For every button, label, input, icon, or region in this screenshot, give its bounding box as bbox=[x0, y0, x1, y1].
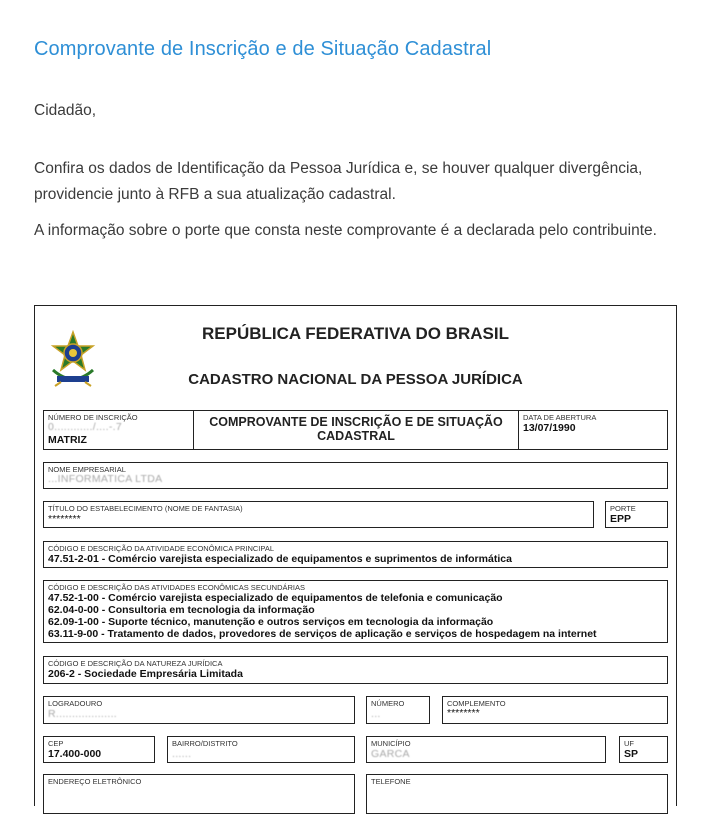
porte-label: PORTE bbox=[610, 504, 636, 513]
abertura-label: DATA DE ABERTURA bbox=[523, 413, 597, 422]
telefone-label: TELEFONE bbox=[371, 777, 411, 786]
uf-label: UF bbox=[624, 739, 634, 748]
municipio-box bbox=[366, 736, 606, 763]
logradouro-value: R................... bbox=[48, 708, 118, 720]
abertura-value: 13/07/1990 bbox=[523, 422, 576, 434]
atividade-principal-value: 47.51-2-01 - Comércio varejista especializado de equipamentos e suprimentos de informática bbox=[48, 553, 512, 565]
email-label: ENDEREÇO ELETRÔNICO bbox=[48, 777, 142, 786]
republic-header: REPÚBLICA FEDERATIVA DO BRASIL bbox=[202, 324, 509, 343]
comprovante-title-box bbox=[193, 410, 519, 450]
list-item: 63.11-9-00 - Tratamento de dados, provedores de serviços de aplicação e serviços de hospedagem na internet bbox=[48, 628, 597, 640]
cnpj-header: CADASTRO NACIONAL DA PESSOA JURÍDICA bbox=[188, 371, 523, 388]
porte-value: EPP bbox=[610, 513, 632, 525]
bairro-label: BAIRRO/DISTRITO bbox=[172, 739, 238, 748]
complemento-value: ******** bbox=[447, 707, 480, 719]
cep-box bbox=[43, 736, 155, 763]
fantasia-box bbox=[43, 501, 594, 528]
greeting-text: Cidadão, bbox=[34, 102, 97, 119]
logradouro-box bbox=[43, 696, 355, 724]
telefone-box bbox=[366, 774, 668, 814]
porte-box bbox=[605, 501, 668, 528]
email-box bbox=[43, 774, 355, 814]
abertura-box bbox=[518, 410, 668, 450]
cnpj-certificate bbox=[34, 305, 677, 806]
bairro-box bbox=[167, 736, 355, 763]
uf-value: SP bbox=[624, 748, 639, 760]
nome-label: NOME EMPRESARIAL bbox=[48, 465, 126, 474]
bairro-value: ...... bbox=[172, 748, 192, 760]
numero-label: NÚMERO bbox=[371, 699, 405, 708]
nome-value: ...INFORMATICA LTDA bbox=[48, 473, 163, 485]
fantasia-value: ******** bbox=[48, 513, 81, 525]
list-item: 62.09-1-00 - Suporte técnico, manutenção e outros serviços em tecnologia da informação bbox=[48, 616, 494, 628]
numero-box bbox=[366, 696, 430, 724]
atividades-secundarias-box bbox=[43, 580, 668, 643]
municipio-label: MUNICÍPIO bbox=[371, 739, 411, 748]
cep-value: 17.400-000 bbox=[48, 748, 102, 760]
logradouro-label: LOGRADOURO bbox=[48, 699, 103, 708]
inscricao-label: NÚMERO DE INSCRIÇÃO bbox=[48, 413, 138, 422]
uf-box bbox=[619, 736, 668, 763]
natureza-box bbox=[43, 656, 668, 684]
page-title: Comprovante de Inscrição e de Situação Cadastral bbox=[34, 38, 492, 60]
atividade-principal-box bbox=[43, 541, 668, 568]
inscricao-sub: MATRIZ bbox=[48, 434, 87, 446]
inscricao-value: 0............/....-.7 bbox=[48, 421, 122, 433]
atividades-secundarias-label: CÓDIGO E DESCRIÇÃO DAS ATIVIDADES ECONÔMICAS SECUNDÁRIAS bbox=[48, 583, 305, 592]
complemento-box bbox=[442, 696, 668, 724]
inscricao-box bbox=[43, 410, 194, 450]
natureza-label: CÓDIGO E DESCRIÇÃO DA NATUREZA JURÍDICA bbox=[48, 659, 223, 668]
porte-note-paragraph: A informação sobre o porte que consta neste comprovante é a declarada pelo contribuinte. bbox=[34, 222, 657, 239]
atividades-secundarias-list bbox=[48, 592, 597, 640]
atividade-principal-label: CÓDIGO E DESCRIÇÃO DA ATIVIDADE ECONÔMICA PRINCIPAL bbox=[48, 544, 275, 553]
list-item: 47.52-1-00 - Comércio varejista especializado de equipamentos de telefonia e comunicação bbox=[48, 592, 503, 604]
nome-box bbox=[43, 462, 668, 489]
cep-label: CEP bbox=[48, 739, 64, 748]
comprovante-title: COMPROVANTE DE INSCRIÇÃO E DE SITUAÇÃO CADASTRAL bbox=[209, 415, 503, 443]
complemento-label: COMPLEMENTO bbox=[447, 699, 506, 708]
instruction-paragraph: Confira os dados de Identificação da Pessoa Jurídica e, se houver qualquer divergência, providencie junto à RFB a sua atualização cadastral. bbox=[34, 160, 643, 203]
fantasia-label: TÍTULO DO ESTABELECIMENTO (NOME DE FANTASIA) bbox=[48, 504, 243, 513]
municipio-value: GARCA bbox=[371, 748, 410, 760]
natureza-value: 206-2 - Sociedade Empresária Limitada bbox=[48, 668, 243, 680]
list-item: 62.04-0-00 - Consultoria em tecnologia da informação bbox=[48, 604, 315, 616]
numero-value: ... bbox=[371, 708, 381, 720]
